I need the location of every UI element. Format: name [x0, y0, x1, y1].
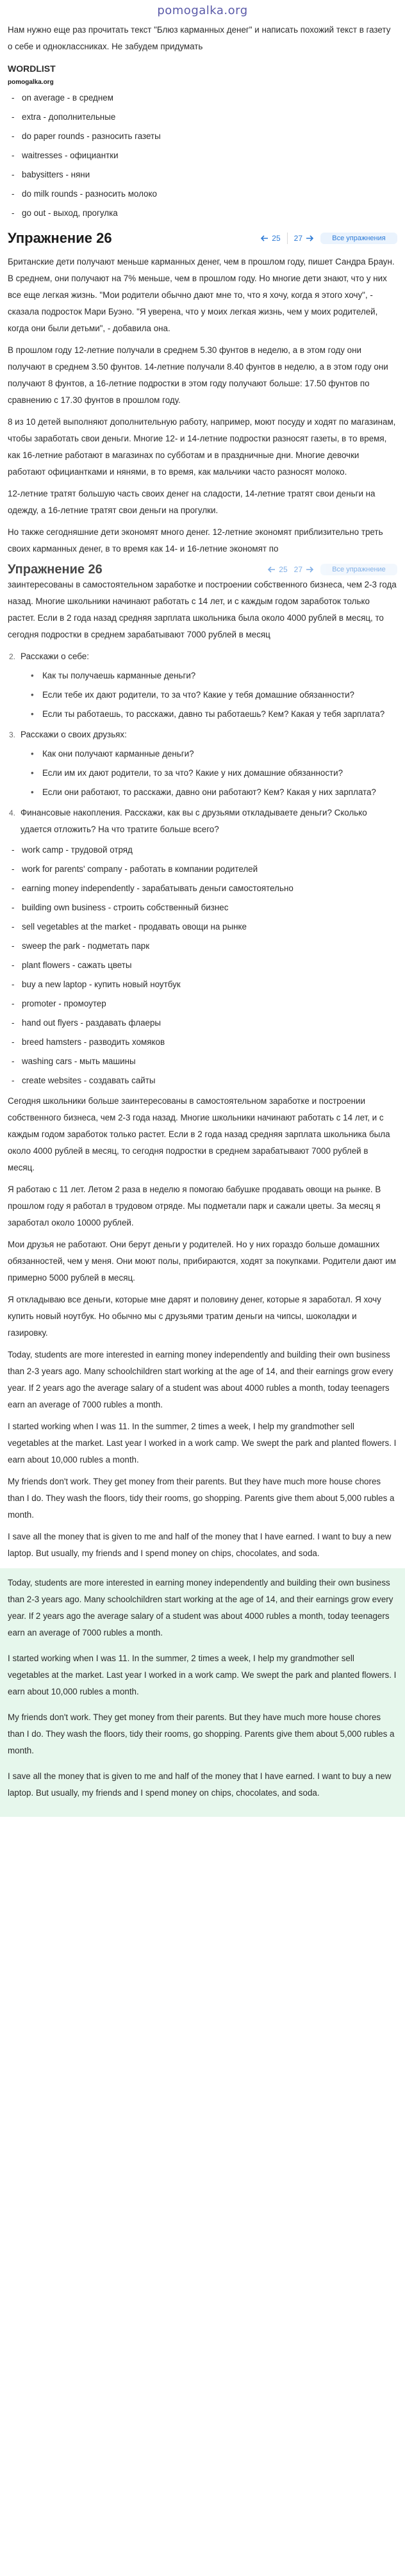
- ru-paragraph: Я откладываю все деньги, которые мне дарят и половину денег, которые я заработал. Я хочу купить новый ноутбук. Но обычно мы с друзьями тратим деньги на чипсы, шоколадки и газировку.: [8, 1295, 381, 1338]
- list-item: - sweep the park - подметать парк: [8, 938, 397, 955]
- site-logo[interactable]: pomogalka.org: [157, 4, 248, 17]
- list-item: - plant flowers - сажать цветы: [8, 957, 397, 974]
- translation-paragraph: Британские дети получают меньше карманных денег, чем в прошлом году, пишет Сандра Браун. В среднем, они получают на 7% меньше, чем в прошлом году. Но многие дети знают, что у них все еще легкая жизнь. "Мои родители обычно дают мне то, что я хочу, когда я этого хочу", - сказала подросток Мари Буэно. "Я уверена, что у моих легкая жизнь, чем у моих родителей, когда они были детьми", - добавила она.: [8, 257, 395, 333]
- task-title: Расскажи о себе:: [21, 652, 89, 661]
- ru-paragraph: Я работаю с 11 лет. Летом 2 раза в неделю я помогаю бабушке продавать овощи на рынке. В прошлом году я работал в трудовом отряде. Мы подметали парк и сажали цветы. За месяц я заработал около 10000 рублей.: [8, 1185, 381, 1227]
- list-item: - sell vegetables at the market - продавать овощи на рынке: [8, 919, 397, 935]
- task-number: 3.: [9, 730, 16, 739]
- all-exercises-button[interactable]: Все упражнение: [320, 564, 397, 575]
- prev-exercise-button[interactable]: 25: [267, 561, 287, 578]
- question-item: • Если они работают, то расскажи, давно они работают? Кем? Какая у них зарплата?: [28, 784, 397, 801]
- answer-paragraph: I started working when I was 11. In the summer, 2 times a week, I help my grandmother sell vegetables at the market. Last year I worked in a work camp. We swept the park and planted flowers. I earn about 10,000 rubles a month.: [8, 1653, 397, 1696]
- phrase-list: [8, 842, 397, 1089]
- answer-paragraph: Today, students are more interested in earning money independently and building their own business than 2-3 years ago. Many schoolchildren start working at the age of 14, and their earnings grow every year. If 2 years ago the average salary of a student was about 4000 rubles a month, today teenagers earn an average of 7000 rubles a month.: [8, 1578, 393, 1637]
- task-number: 2.: [9, 652, 16, 661]
- wordlist: [8, 90, 397, 222]
- answer-box: [0, 1568, 405, 1817]
- list-item: - hand out flyers - раздавать флаеры: [8, 1015, 397, 1031]
- question-item: • Как ты получаешь карманные деньги?: [28, 668, 397, 684]
- ru-paragraph: Мои друзья не работают. Они берут деньги у родителей. Но у них гораздо больше домашних обязанностей, чем у меня. Они моют полы, прибираются, ходят за покупками. Родители дают им примерно 5000 рублей в месяц.: [8, 1240, 396, 1283]
- list-item: - create websites - создавать сайты: [8, 1072, 397, 1089]
- intro-text: Нам нужно еще раз прочитать текст "Блюз карманных денег" и написать похожий текст в газету о себе и одноклассниках. Не забудем придумать: [8, 25, 391, 51]
- all-exercises-button[interactable]: Все упражнения: [320, 233, 397, 244]
- list-item: - breed hamsters - разводить хомяков: [8, 1034, 397, 1051]
- list-item: - on average - в среднем: [8, 90, 397, 106]
- list-item: - earning money independently - зарабатывать деньги самостоятельно: [8, 880, 397, 897]
- list-item: - building own business - строить собственный бизнес: [8, 899, 397, 916]
- translation-paragraph: Но также сегодняшние дети экономят много денег. 12-летние экономят приблизительно треть своих карманных денег, в то время как 14- и 16-летние экономят по: [8, 527, 383, 554]
- watermark: pomogalka.org: [8, 79, 54, 86]
- list-item: - waitresses - официантки: [8, 147, 397, 164]
- en-paragraph: I save all the money that is given to me and half of the money that I have earned. I want to buy a new laptop. But usually, my friends and I spend money on chips, chocolates, and soda.: [8, 1532, 392, 1558]
- question-item: • Если ты работаешь, то расскажи, давно ты работаешь? Кем? Какая у тебя зарплата?: [28, 706, 397, 723]
- task-number: 4.: [9, 808, 16, 817]
- answer-paragraph: My friends don't work. They get money from their parents. But they have much more house chores than I do. They wash the floors, tidy their rooms, go shopping. Parents give them about 5,000 rubles a month.: [8, 1712, 395, 1755]
- list-item: - buy a new laptop - купить новый ноутбук: [8, 976, 397, 993]
- arrow-left-icon: [260, 234, 269, 243]
- list-item: - promoter - промоутер: [8, 996, 397, 1012]
- exercise-title: Упражнение 26: [8, 230, 112, 246]
- next-exercise-button[interactable]: 27: [294, 561, 314, 578]
- nav-group: [260, 230, 397, 247]
- translation-paragraph: 8 из 10 детей выполняют дополнительную работу, например, моют посуду и ходят по магазинам, чтобы заработать свои деньги. Многие 12- и 14-летние подростки разносят газеты, в то время, как 16-летние работают в магазинах по субботам и в праздничные дни. Многие девочки работают официантками и нянями, в то время, как мальчики часто разносят молоко.: [8, 417, 396, 477]
- nav-divider: [287, 233, 288, 244]
- en-paragraph: My friends don't work. They get money from their parents. But they have much more house chores than I do. They wash the floors, tidy their rooms, go shopping. Parents give them about 5,000 rubles a month.: [8, 1477, 395, 1520]
- sticky-exercise-nav: [8, 562, 397, 577]
- list-item: - work for parents' company - работать в компании родителей: [8, 861, 397, 878]
- task-item: [8, 805, 397, 838]
- list-item: - do paper rounds - разносить газеты: [8, 128, 397, 145]
- exercise-title: Упражнение 26: [8, 562, 103, 577]
- task-intro: заинтересованы в самостоятельном заработке и построении собственного бизнеса, чем 2-3 года назад. Многие школьники начинают работать с 14 лет, и с каждым годом заработок только растет. Если в 2 года назад средняя зарплата школьника была около 4000 рублей в месяц, то сегодня подростки в среднем зарабатывают 7000 рублей в месяц: [8, 580, 397, 639]
- task-item: [8, 648, 397, 723]
- answer-paragraph: I save all the money that is given to me and half of the money that I have earned. I want to buy a new laptop. But usually, my friends and I spend money on chips, chocolates, and soda.: [8, 1771, 392, 1798]
- en-paragraph: I started working when I was 11. In the summer, 2 times a week, I help my grandmother sell vegetables at the market. Last year I worked in a work camp. We swept the park and planted flowers. I earn about 10,000 rubles a month.: [8, 1422, 397, 1464]
- wordlist-label: WORDLIST: [8, 63, 56, 74]
- list-item: - babysitters - няни: [8, 167, 397, 183]
- list-item: - go out - выход, прогулка: [8, 205, 397, 222]
- translation-paragraph: 12-летние тратят большую часть своих денег на сладости, 14-летние тратят свои деньги на одежду, а 16-летние тратят свои деньги на прогулки.: [8, 489, 376, 515]
- arrow-left-icon: [267, 565, 276, 574]
- task-item: [8, 726, 397, 801]
- list-item: - do milk rounds - разносить молоко: [8, 186, 397, 202]
- exercise-nav: [8, 226, 397, 251]
- question-item: • Как они получают карманные деньги?: [28, 746, 397, 762]
- en-paragraph: Today, students are more interested in earning money independently and building their own business than 2-3 years ago. Many schoolchildren start working at the age of 14, and their earnings grow every year. If 2 years ago the average salary of a student was about 4000 rubles a month, today teenagers earn an average of 7000 rubles a month.: [8, 1350, 393, 1409]
- list-item: - work camp - трудовой отряд: [8, 842, 397, 858]
- tasks-list: [8, 648, 397, 838]
- question-item: • Если тебе их дают родители, то за что? Какие у тебя домашние обязанности?: [28, 687, 397, 703]
- ru-paragraph: Сегодня школьники больше заинтересованы в самостоятельном заработке и построении собственного бизнеса, чем 2-3 года назад. Многие школьники начинают работать с 14 лет, и с каждым годом заработок только растет. Если в 2 года назад средняя зарплата школьника была около 4000 рублей в месяц, то сегодня подростки в среднем зарабатывают 7000 рублей в месяц.: [8, 1096, 390, 1172]
- translation-paragraph: В прошлом году 12-летние получали в среднем 5.30 фунтов в неделю, а в этом году они получают в среднем 3.50 фунтов. 14-летние получали 8.40 фунтов в неделю, а в этом году они получают 8 фунтов, а 16-летние подростки в этом году получают больше: 17.50 фунтов по сравнению с 17.30 фунтов в прошлом году.: [8, 345, 388, 405]
- task-title: Расскажи о своих друзьях:: [21, 730, 127, 739]
- list-item: - extra - дополнительные: [8, 109, 397, 126]
- arrow-right-icon: [305, 234, 314, 243]
- site-header: [8, 0, 397, 22]
- task-text: Финансовые накопления. Расскажи, как вы с друзьями откладываете деньги? Сколько удается отложить? На что тратите больше всего?: [21, 808, 367, 834]
- question-item: • Если им их дают родители, то за что? Какие у них домашние обязанности?: [28, 765, 397, 782]
- arrow-right-icon: [305, 565, 314, 574]
- next-exercise-button[interactable]: 27: [294, 230, 314, 247]
- list-item: - washing cars - мыть машины: [8, 1053, 397, 1070]
- prev-exercise-button[interactable]: 25: [260, 230, 280, 247]
